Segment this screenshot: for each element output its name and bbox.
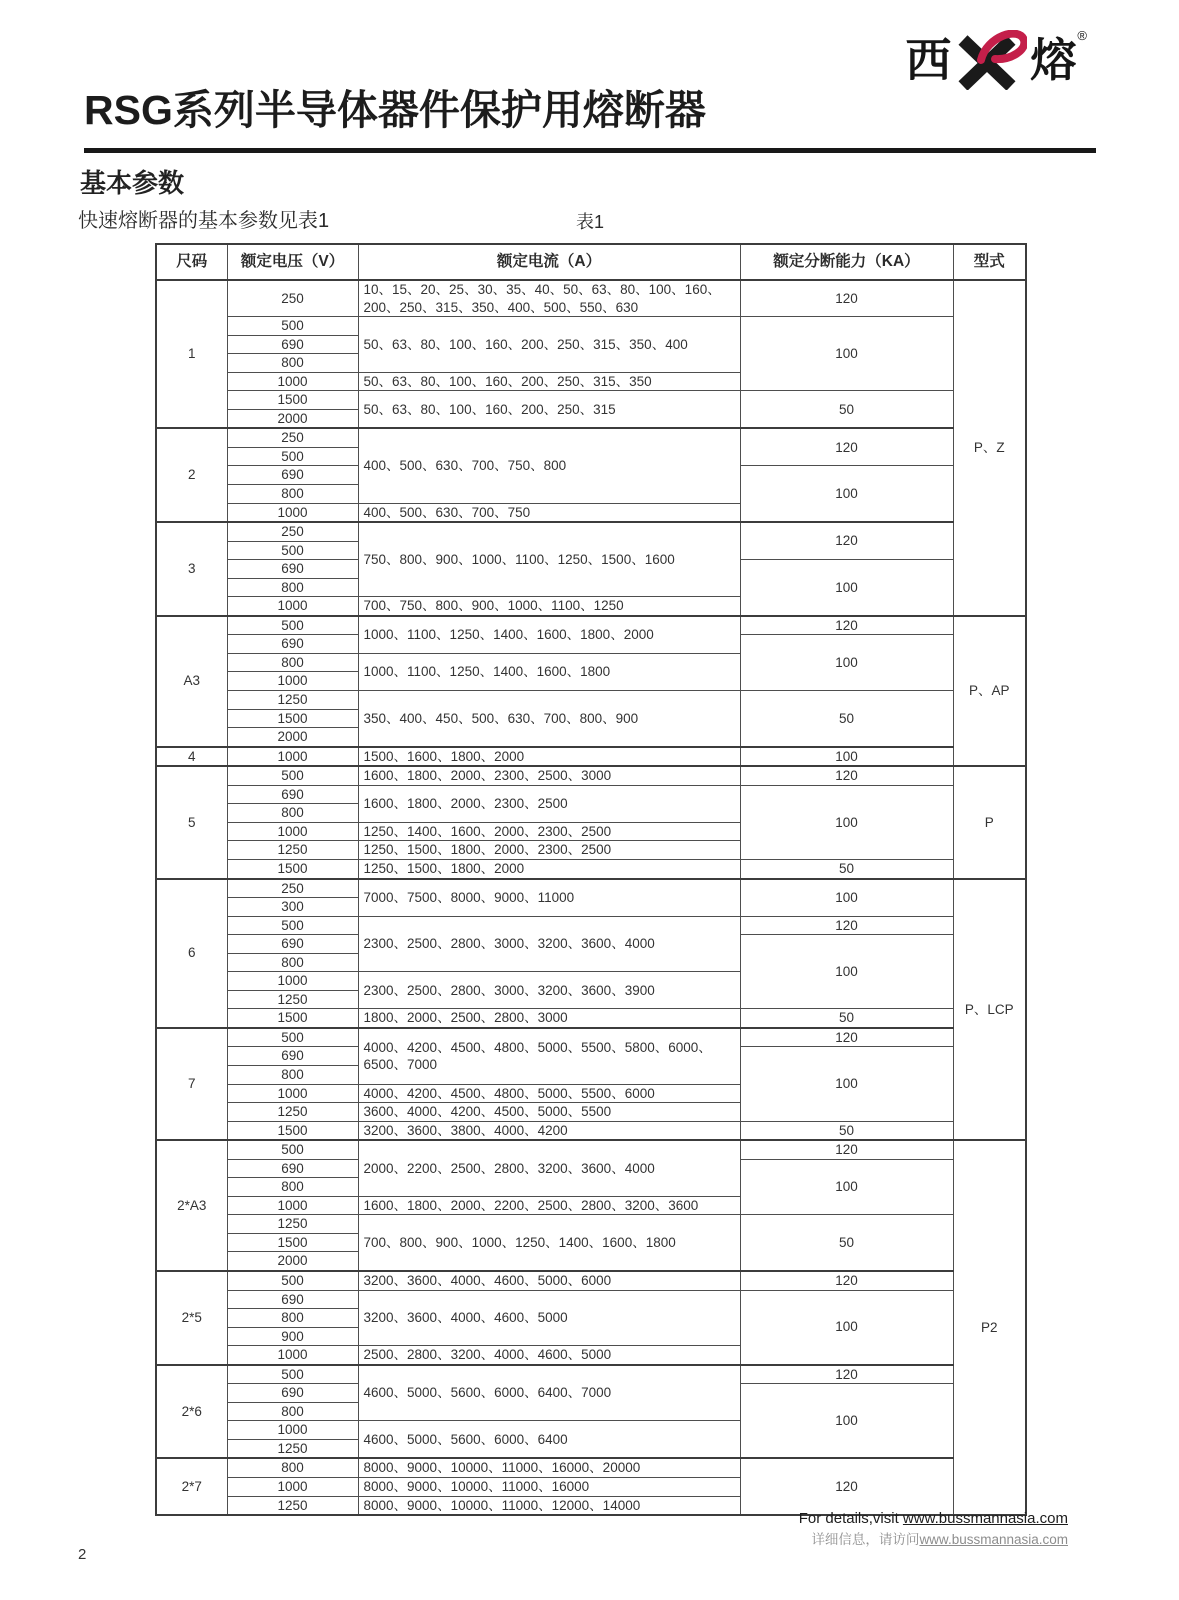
footer-line-en [799, 1508, 1068, 1530]
table-row [156, 859, 1026, 878]
cell-voltage: 1000 [227, 372, 358, 391]
cell-breaking-capacity: 100 [740, 935, 953, 1009]
table-row [156, 1140, 1026, 1159]
cell-current-list: 350、400、450、500、630、700、800、900 [358, 691, 740, 747]
cell-voltage: 1250 [227, 691, 358, 710]
cell-voltage: 1500 [227, 709, 358, 728]
table-row [156, 391, 1026, 410]
cell-voltage: 1500 [227, 859, 358, 878]
cell-size: 2*5 [156, 1271, 227, 1365]
header-rated-voltage: 额定电压（V） [227, 244, 358, 280]
cell-breaking-capacity: 50 [740, 691, 953, 747]
footer-cn-label: 详细信息，请访问 [811, 1531, 920, 1547]
cell-current-list: 3200、3600、4000、4600、5000、6000 [358, 1271, 740, 1290]
footer [799, 1508, 1068, 1549]
cell-breaking-capacity: 50 [740, 1009, 953, 1028]
page-number: 2 [78, 1546, 87, 1563]
cell-voltage: 690 [227, 635, 358, 654]
cell-current-list: 1600、1800、2000、2300、2500 [358, 785, 740, 822]
cell-current-list: 400、500、630、700、750 [358, 503, 740, 522]
brand-x-swoosh-icon [953, 30, 1027, 90]
cell-voltage: 800 [227, 653, 358, 672]
cell-current-list: 50、63、80、100、160、200、250、315 [358, 391, 740, 429]
cell-size: 1 [156, 280, 227, 428]
cell-voltage: 1000 [227, 972, 358, 991]
cell-voltage: 500 [227, 1365, 358, 1384]
header-rated-current: 额定电流（A） [358, 244, 740, 280]
registered-mark: ® [1077, 28, 1087, 43]
table-row [156, 522, 1026, 541]
cell-current-list: 750、800、900、1000、1100、1250、1500、1600 [358, 522, 740, 597]
cell-voltage: 1000 [227, 1084, 358, 1103]
cell-current-list: 400、500、630、700、750、800 [358, 428, 740, 503]
cell-voltage: 300 [227, 898, 358, 917]
cell-current-list: 50、63、80、100、160、200、250、315、350、400 [358, 317, 740, 373]
header-breaking-capacity: 额定分断能力（KA） [740, 244, 953, 280]
cell-voltage: 690 [227, 466, 358, 485]
cell-voltage: 1250 [227, 1215, 358, 1234]
cell-size: 4 [156, 747, 227, 767]
cell-current-list: 1000、1100、1250、1400、1600、1800 [358, 653, 740, 690]
cell-breaking-capacity: 120 [740, 522, 953, 560]
cell-current-list: 1000、1100、1250、1400、1600、1800、2000 [358, 616, 740, 654]
cell-voltage: 690 [227, 785, 358, 804]
table-row [156, 747, 1026, 767]
cell-voltage: 250 [227, 428, 358, 447]
cell-voltage: 500 [227, 1140, 358, 1159]
brand-logo [905, 30, 1087, 90]
cell-current-list: 1250、1500、1800、2000 [358, 859, 740, 878]
cell-current-list: 4000、4200、4500、4800、5000、5500、6000 [358, 1084, 740, 1103]
cell-current-list: 1500、1600、1800、2000 [358, 747, 740, 767]
title-divider [84, 148, 1096, 153]
cell-voltage: 800 [227, 1402, 358, 1421]
cell-voltage: 500 [227, 616, 358, 635]
cell-voltage: 1500 [227, 1121, 358, 1140]
table-row [156, 1365, 1026, 1384]
cell-voltage: 690 [227, 1047, 358, 1066]
cell-voltage: 1250 [227, 841, 358, 860]
cell-size: A3 [156, 616, 227, 747]
cell-current-list: 700、800、900、1000、1250、1400、1600、1800 [358, 1215, 740, 1271]
cell-voltage: 250 [227, 879, 358, 898]
cell-voltage: 800 [227, 1309, 358, 1328]
table-row [156, 766, 1026, 785]
cell-voltage: 1000 [227, 597, 358, 616]
table-row [156, 1290, 1026, 1309]
cell-breaking-capacity: 120 [740, 616, 953, 635]
cell-voltage: 250 [227, 522, 358, 541]
cell-voltage: 690 [227, 935, 358, 954]
cell-voltage: 1000 [227, 822, 358, 841]
cell-current-list: 2500、2800、3200、4000、4600、5000 [358, 1346, 740, 1365]
cell-voltage: 1000 [227, 1196, 358, 1215]
cell-voltage: 1250 [227, 1439, 358, 1458]
table-row [156, 317, 1026, 336]
cell-breaking-capacity: 120 [740, 916, 953, 935]
cell-voltage: 2000 [227, 409, 358, 428]
cell-type: P、LCP [953, 879, 1026, 1141]
cell-current-list: 4000、4200、4500、4800、5000、5500、5800、6000、6500、7000 [358, 1028, 740, 1084]
cell-current-list: 1600、1800、2000、2300、2500、3000 [358, 766, 740, 785]
section-heading: 基本参数 [80, 168, 185, 198]
page-title: RSG系列半导体器件保护用熔断器 [84, 87, 706, 133]
cell-current-list: 3200、3600、4000、4600、5000 [358, 1290, 740, 1346]
cell-voltage: 1250 [227, 1103, 358, 1122]
table-row [156, 879, 1026, 898]
cell-voltage: 250 [227, 280, 358, 317]
table-row [156, 1009, 1026, 1028]
cell-voltage: 690 [227, 1384, 358, 1403]
cell-voltage: 800 [227, 578, 358, 597]
cell-voltage: 690 [227, 1159, 358, 1178]
cell-current-list: 1250、1400、1600、2000、2300、2500 [358, 822, 740, 841]
cell-current-list: 3200、3600、3800、4000、4200 [358, 1121, 740, 1140]
footer-en-label: For details,visit [798, 1510, 903, 1527]
cell-voltage: 500 [227, 1028, 358, 1047]
cell-breaking-capacity: 50 [740, 1121, 953, 1140]
table-intro-text: 快速熔断器的基本参数见表1 [78, 210, 330, 232]
cell-current-list: 2300、2500、2800、3000、3200、3600、4000 [358, 916, 740, 972]
cell-voltage: 1000 [227, 747, 358, 767]
cell-breaking-capacity: 100 [740, 466, 953, 522]
cell-breaking-capacity: 100 [740, 635, 953, 691]
cell-voltage: 1000 [227, 503, 358, 522]
cell-size: 3 [156, 522, 227, 616]
cell-current-list: 10、15、20、25、30、35、40、50、63、80、100、160、200、250、315、350、400、500、550、630 [358, 280, 740, 317]
cell-breaking-capacity: 100 [740, 1290, 953, 1365]
cell-current-list: 1600、1800、2000、2200、2500、2800、3200、3600 [358, 1196, 740, 1215]
cell-voltage: 800 [227, 1065, 358, 1084]
cell-current-list: 2000、2200、2500、2800、3200、3600、4000 [358, 1140, 740, 1196]
cell-voltage: 500 [227, 916, 358, 935]
cell-size: 2*7 [156, 1458, 227, 1515]
cell-voltage: 1250 [227, 1496, 358, 1515]
cell-breaking-capacity: 120 [740, 1140, 953, 1159]
cell-breaking-capacity: 50 [740, 391, 953, 429]
cell-breaking-capacity: 50 [740, 859, 953, 878]
cell-current-list: 4600、5000、5600、6000、6400 [358, 1421, 740, 1459]
logo-char-xi: 西 [905, 34, 951, 86]
cell-size: 6 [156, 879, 227, 1028]
table-row [156, 916, 1026, 935]
cell-type: P [953, 766, 1026, 878]
cell-voltage: 500 [227, 1271, 358, 1290]
table-row [156, 1271, 1026, 1290]
cell-breaking-capacity: 120 [740, 1365, 953, 1384]
header-type: 型式 [953, 244, 1026, 280]
cell-breaking-capacity: 100 [740, 1384, 953, 1459]
cell-type: P、AP [953, 616, 1026, 766]
cell-breaking-capacity: 120 [740, 766, 953, 785]
cell-current-list: 700、750、800、900、1000、1100、1250 [358, 597, 740, 616]
table-row [156, 280, 1026, 317]
cell-voltage: 1500 [227, 391, 358, 410]
cell-voltage: 500 [227, 766, 358, 785]
cell-voltage: 900 [227, 1327, 358, 1346]
footer-line-cn [799, 1530, 1068, 1550]
cell-voltage: 800 [227, 485, 358, 504]
cell-current-list: 4600、5000、5600、6000、6400、7000 [358, 1365, 740, 1421]
cell-voltage: 800 [227, 1178, 358, 1197]
cell-size: 2*A3 [156, 1140, 227, 1271]
header-size: 尺码 [156, 244, 227, 280]
cell-voltage: 800 [227, 804, 358, 823]
cell-size: 2*6 [156, 1365, 227, 1459]
table-row [156, 1458, 1026, 1477]
logo-char-rong: 熔 [1030, 34, 1076, 86]
cell-voltage: 800 [227, 1458, 358, 1477]
cell-breaking-capacity: 120 [740, 428, 953, 466]
table-row [156, 1028, 1026, 1047]
table-row [156, 691, 1026, 710]
cell-voltage: 1000 [227, 672, 358, 691]
cell-breaking-capacity: 120 [740, 1271, 953, 1290]
fuse-parameters-table [155, 243, 1027, 1516]
cell-voltage: 2000 [227, 1252, 358, 1271]
cell-voltage: 500 [227, 447, 358, 466]
cell-current-list: 8000、9000、10000、11000、16000、20000 [358, 1458, 740, 1477]
cell-size: 2 [156, 428, 227, 522]
cell-voltage: 690 [227, 560, 358, 579]
cell-current-list: 1800、2000、2500、2800、3000 [358, 1009, 740, 1028]
table-row [156, 1215, 1026, 1234]
cell-current-list: 3600、4000、4200、4500、5000、5500 [358, 1103, 740, 1122]
cell-size: 7 [156, 1028, 227, 1140]
cell-current-list: 7000、7500、8000、9000、11000 [358, 879, 740, 917]
cell-breaking-capacity: 120 [740, 280, 953, 317]
cell-voltage: 1500 [227, 1009, 358, 1028]
cell-voltage: 1250 [227, 990, 358, 1009]
cell-breaking-capacity: 100 [740, 785, 953, 859]
cell-breaking-capacity: 100 [740, 1159, 953, 1215]
cell-voltage: 1000 [227, 1421, 358, 1440]
cell-voltage: 1000 [227, 1478, 358, 1497]
footer-cn-link[interactable]: www.bussmannasia.com [919, 1531, 1068, 1547]
cell-type: P2 [953, 1140, 1026, 1515]
cell-breaking-capacity: 100 [740, 560, 953, 616]
table-caption: 表1 [575, 212, 604, 232]
cell-breaking-capacity: 100 [740, 317, 953, 391]
cell-breaking-capacity: 50 [740, 1215, 953, 1271]
cell-voltage: 800 [227, 953, 358, 972]
cell-voltage: 800 [227, 354, 358, 373]
cell-voltage: 1000 [227, 1346, 358, 1365]
cell-voltage: 1500 [227, 1233, 358, 1252]
cell-current-list: 8000、9000、10000、11000、12000、14000 [358, 1496, 740, 1515]
cell-voltage: 690 [227, 335, 358, 354]
cell-breaking-capacity: 100 [740, 879, 953, 917]
cell-current-list: 2300、2500、2800、3000、3200、3600、3900 [358, 972, 740, 1009]
cell-breaking-capacity: 100 [740, 1047, 953, 1121]
cell-voltage: 500 [227, 541, 358, 560]
table-row [156, 428, 1026, 447]
table-row [156, 785, 1026, 804]
footer-en-link[interactable]: www.bussmannasia.com [902, 1510, 1068, 1527]
cell-voltage: 690 [227, 1290, 358, 1309]
cell-voltage: 2000 [227, 728, 358, 747]
cell-breaking-capacity: 100 [740, 747, 953, 767]
cell-type: P、Z [953, 280, 1026, 616]
cell-voltage: 500 [227, 317, 358, 336]
cell-current-list: 1250、1500、1800、2000、2300、2500 [358, 841, 740, 860]
cell-current-list: 8000、9000、10000、11000、16000 [358, 1478, 740, 1497]
cell-breaking-capacity: 120 [740, 1458, 953, 1515]
table-header-row [156, 244, 1026, 280]
cell-breaking-capacity: 120 [740, 1028, 953, 1047]
cell-current-list: 50、63、80、100、160、200、250、315、350 [358, 372, 740, 391]
table-row [156, 1121, 1026, 1140]
cell-size: 5 [156, 766, 227, 878]
table-row [156, 616, 1026, 635]
